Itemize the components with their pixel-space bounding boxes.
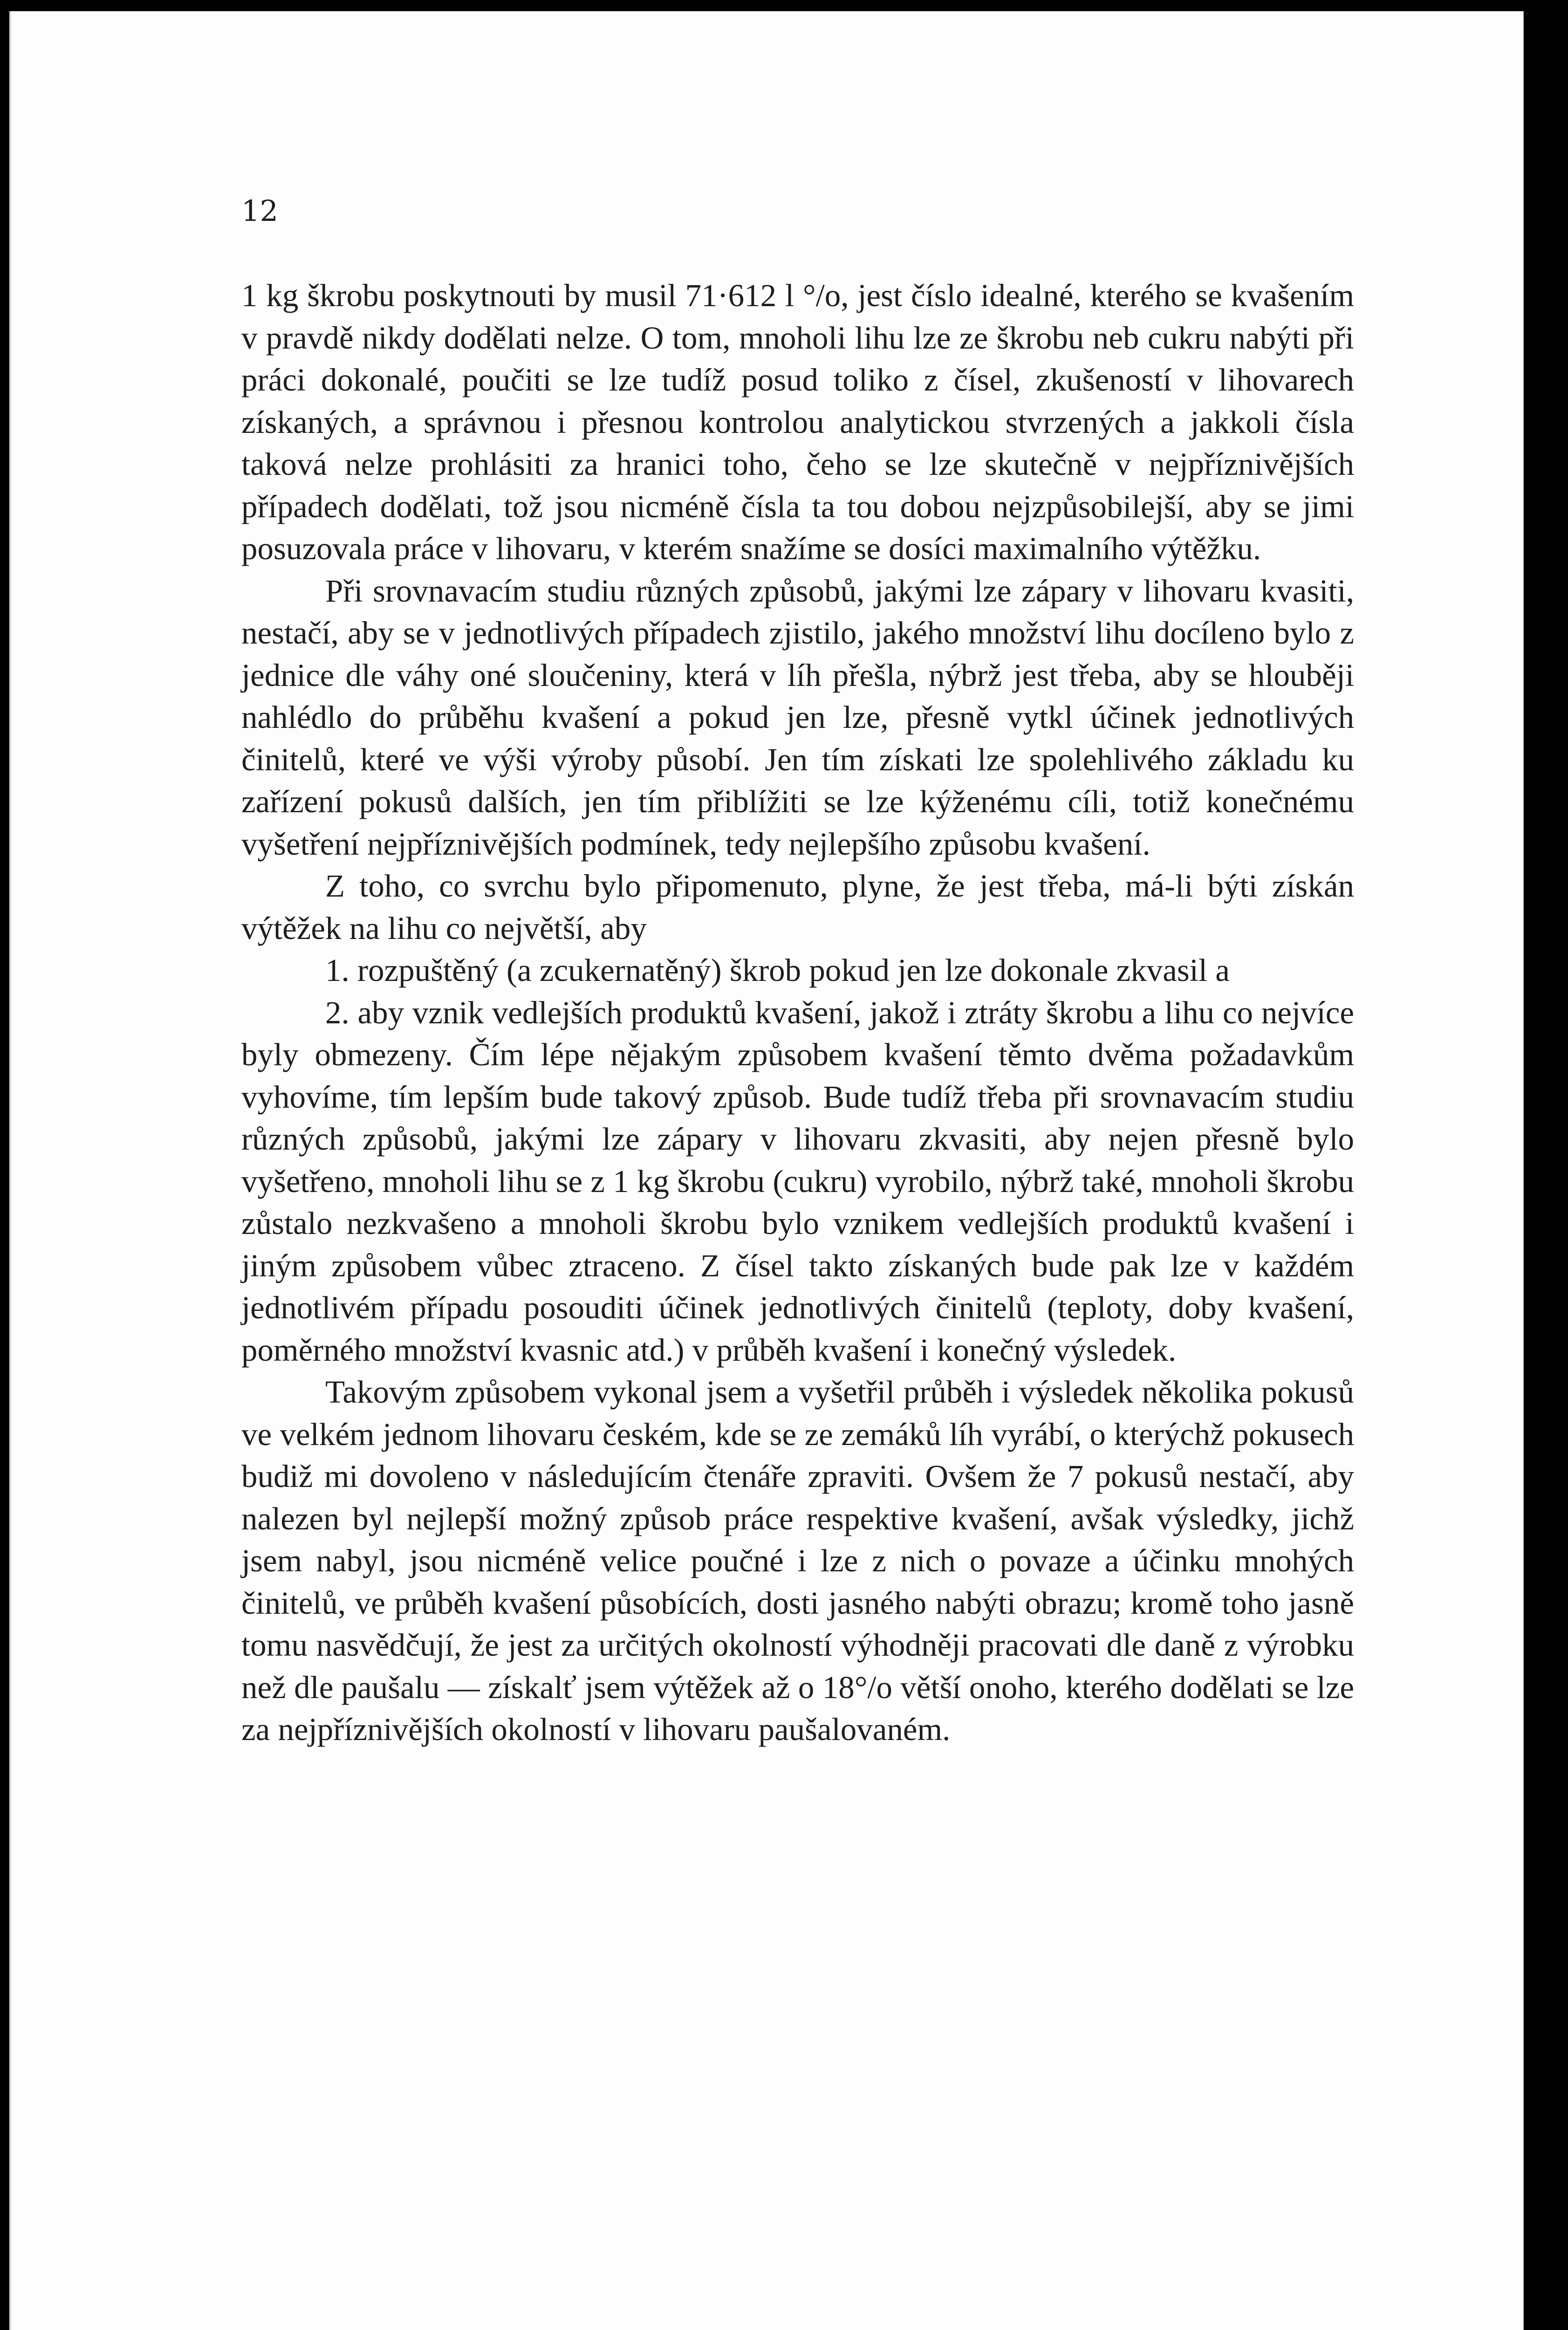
paragraph-2: Při srovnavacím studiu různých způsobů, jakými lze zápary v lihovaru kvasiti, nestačí, aby se v jednotlivých případech zjistilo, jakého množství lihu docíleno bylo z jednice dle váhy oné sloučeniny, která v líh přešla, nýbrž jest třeba, aby se hlouběji nahlédlo do průběhu kvašení a pokud jen lze, přesně vytkl účinek jednotlivých činitelů, které ve výši výroby působí. Jen tím získati lze spolehlivého základu ku zařízení pokusů dalších, jen tím přiblížiti se lze kýženému cíli, totiž konečnému vyšetření nejpříznivějších podmínek, tedy nejlepšího způsobu kvašení. (241, 573, 1354, 862)
list-item-2: 2. aby vznik vedlejších produktů kvašení, jakož i ztráty škrobu a lihu co nejvíce byly obmezeny. Čím lépe nějakým způsobem kvašení těmto dvěma požadavkům vyhovíme, tím lepším bude takový způsob. Bude tudíž třeba při srovnavacím studiu různých způsobů, jakými lze zápary v lihovaru zkvasiti, aby nejen přesně bylo vyšetřeno, mnoholi lihu se z 1 kg škrobu (cukru) vyrobilo, nýbrž také, mnoholi škrobu zůstalo nezkvašeno a mnoholi škrobu bylo vznikem vedlejších produktů kvašení i jiným způsobem vůbec ztraceno. Z čísel takto získaných bude pak lze v každém jednotlivém případu posouditi účinek jednotlivých činitelů (teploty, doby kvašení, poměrného množství kvasnic atd.) v průběh kvašení i konečný výsledek. (241, 994, 1354, 1368)
page-number: 12 (241, 194, 278, 228)
body-text (241, 274, 1354, 1751)
paragraph-3: Z toho, co svrchu bylo připomenuto, plyne, že jest třeba, má-li býti získán výtěžek na lihu co největší, aby (241, 868, 1354, 946)
list-item-1: 1. rozpuštěný (a zcukernatěný) škrob pokud jen lze dokonale zkvasil a (325, 953, 1230, 988)
scan-border-left (0, 0, 9, 2330)
scan-border-right (1524, 0, 1568, 2330)
paragraph-1: 1 kg škrobu poskytnouti by musil 71·612 l °/o, jest číslo idealné, kterého se kvašením v pravdě nikdy dodělati nelze. O tom, mnoholi lihu lze ze škrobu neb cukru nabýti při práci dokonalé, poučiti se lze tudíž posud toliko z čísel, zkušeností v lihovarech získaných, a správnou i přesnou kontrolou analytickou stvrzených a jakkoli čísla taková nelze prohlásiti za hranici toho, čeho se lze skutečně v nejpříznivějších případech dodělati, tož jsou nicméně čísla ta tou dobou nejzpůsobilejší, aby se jimi posuzovala práce v lihovaru, v kterém snažíme se dosíci maximalního výtěžku. (241, 278, 1354, 566)
page-sheet (9, 11, 1524, 2330)
paragraph-4: Takovým způsobem vykonal jsem a vyšetřil průběh i výsledek několika pokusů ve velkém jednom lihovaru českém, kde se ze zemáků líh vyrábí, o kterýchž pokusech budiž mi dovoleno v následujícím čtenáře zpraviti. Ovšem že 7 pokusů nestačí, aby nalezen byl nejlepší možný způsob práce respektive kvašení, avšak výsledky, jichž jsem nabyl, jsou nicméně velice poučné i lze z nich o povaze a účinku mnohých činitelů, ve průběh kvašení působících, dosti jasného nabýti obrazu; kromě toho jasně tomu nasvědčují, že jest za určitých okolností výhodněji pracovati dle daně z výrobku než dle paušalu — získalť jsem výtěžek až o 18°/o větší onoho, kterého dodělati se lze za nejpříznivějších okolností v lihovaru paušalovaném. (241, 1374, 1354, 1747)
